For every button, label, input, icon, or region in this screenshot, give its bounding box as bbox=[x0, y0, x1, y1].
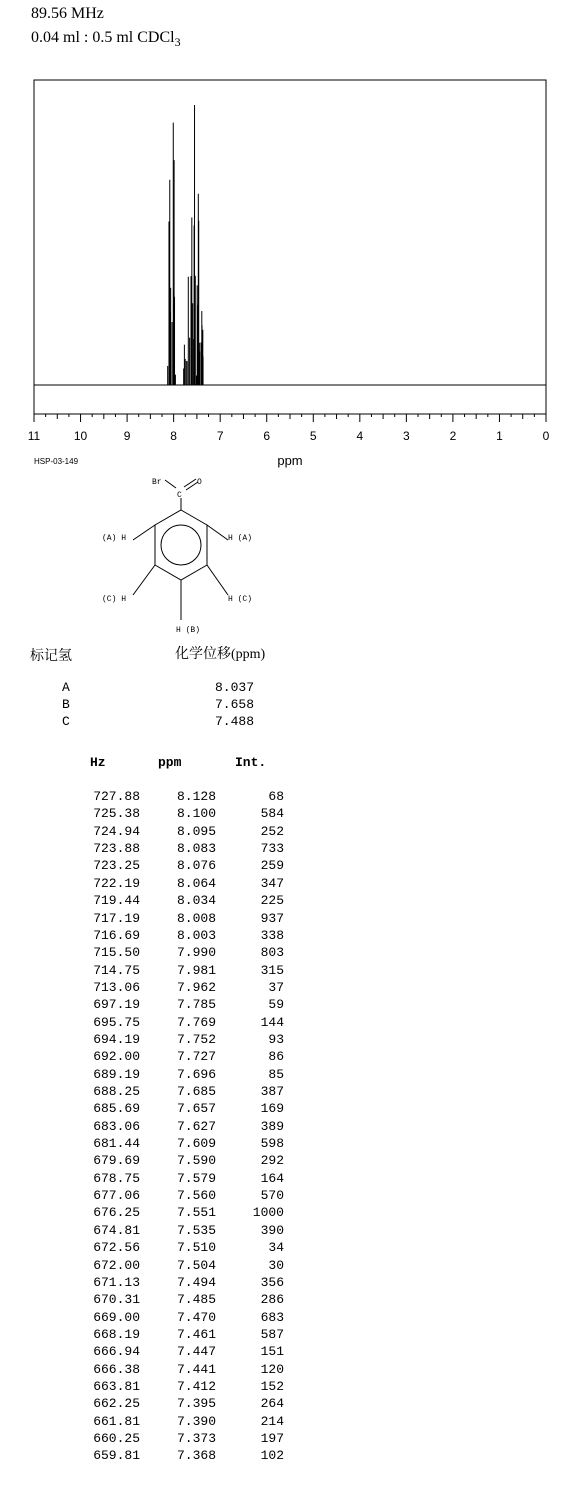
assignment-label: A bbox=[62, 680, 70, 695]
x-tick-label: 9 bbox=[123, 429, 131, 443]
int-cell: 570 bbox=[260, 1188, 284, 1203]
hz-cell: 662.25 bbox=[93, 1396, 140, 1412]
x-axis-label: ppm bbox=[277, 453, 303, 468]
ppm-cell: 7.579 bbox=[176, 1170, 216, 1186]
hz-cell: 695.75 bbox=[93, 1014, 140, 1030]
int-cell: 197 bbox=[260, 1431, 284, 1446]
hz-cell: 681.44 bbox=[93, 1136, 140, 1151]
int-cell: 151 bbox=[260, 1344, 284, 1360]
ppm-cell: 7.535 bbox=[176, 1222, 216, 1238]
int-cell: 584 bbox=[260, 806, 284, 822]
ppm-cell: 8.003 bbox=[176, 927, 216, 943]
hz-cell: 672.56 bbox=[93, 1240, 140, 1256]
int-cell: 34 bbox=[268, 1240, 284, 1256]
hz-cell: 692.00 bbox=[93, 1049, 140, 1065]
hz-cell: 694.19 bbox=[93, 1031, 140, 1047]
col-header-ppm: ppm bbox=[158, 755, 182, 770]
hz-cell: 717.19 bbox=[93, 910, 140, 926]
int-cell: 803 bbox=[260, 945, 284, 961]
hz-cell: 689.19 bbox=[93, 1066, 140, 1082]
int-cell: 390 bbox=[260, 1222, 284, 1238]
assignment-label: B bbox=[62, 697, 70, 712]
ppm-cell: 7.990 bbox=[176, 945, 216, 961]
hz-cell: 715.50 bbox=[93, 945, 140, 961]
bond-h-c-left bbox=[133, 565, 155, 595]
ppm-cell: 7.551 bbox=[176, 1205, 216, 1221]
x-tick-label: 1 bbox=[496, 429, 503, 443]
atom-br: Br bbox=[152, 478, 162, 487]
int-cell: 356 bbox=[260, 1274, 284, 1290]
hz-cell: 678.75 bbox=[93, 1170, 140, 1186]
int-cell: 68 bbox=[268, 789, 284, 804]
int-cell: 225 bbox=[260, 893, 284, 909]
ppm-cell: 7.609 bbox=[176, 1136, 216, 1151]
col-header-int: Int. bbox=[235, 755, 267, 770]
bond-c-br bbox=[165, 480, 176, 488]
int-cell: 683 bbox=[260, 1309, 284, 1325]
hz-cell: 713.06 bbox=[93, 979, 140, 995]
atom-h-a-left: (A) H bbox=[102, 534, 127, 543]
int-cell: 286 bbox=[260, 1292, 284, 1308]
hz-cell: 719.44 bbox=[93, 893, 140, 909]
hz-cell: 671.13 bbox=[93, 1274, 140, 1290]
int-cell: 164 bbox=[260, 1170, 284, 1186]
hz-cell: 723.25 bbox=[93, 858, 140, 874]
int-cell: 259 bbox=[260, 858, 284, 874]
assignment-shift: 7.658 bbox=[214, 697, 254, 712]
ppm-cell: 8.095 bbox=[176, 823, 216, 839]
assignment-shift: 7.488 bbox=[214, 714, 254, 729]
int-cell: 120 bbox=[260, 1361, 284, 1377]
int-cell: 587 bbox=[260, 1326, 284, 1342]
ppm-cell: 7.494 bbox=[176, 1274, 216, 1290]
aromatic-circle bbox=[161, 525, 201, 565]
hz-cell: 669.00 bbox=[93, 1309, 140, 1325]
hz-cell: 685.69 bbox=[93, 1101, 140, 1117]
hz-cell: 722.19 bbox=[93, 875, 140, 891]
int-cell: 214 bbox=[260, 1413, 284, 1429]
ppm-cell: 7.461 bbox=[176, 1326, 216, 1342]
int-cell: 252 bbox=[260, 823, 284, 839]
ppm-cell: 7.962 bbox=[176, 979, 216, 995]
int-cell: 315 bbox=[260, 962, 284, 978]
int-cell: 389 bbox=[260, 1118, 284, 1134]
int-cell: 152 bbox=[260, 1378, 284, 1394]
atom-h-a-right: H (A) bbox=[228, 534, 253, 543]
ppm-cell: 8.064 bbox=[176, 875, 216, 891]
hz-cell: 683.06 bbox=[93, 1118, 140, 1134]
hz-cell: 724.94 bbox=[93, 823, 140, 839]
ppm-cell: 7.373 bbox=[176, 1431, 216, 1446]
ppm-cell: 8.100 bbox=[176, 806, 216, 822]
int-cell: 102 bbox=[260, 1448, 284, 1464]
hz-cell: 716.69 bbox=[93, 927, 140, 943]
ppm-cell: 7.412 bbox=[176, 1378, 216, 1394]
int-cell: 169 bbox=[260, 1101, 284, 1117]
ppm-cell: 7.368 bbox=[176, 1448, 216, 1464]
bond-h-c-right bbox=[207, 565, 228, 595]
spectrometer-frequency: 89.56 MHz bbox=[31, 5, 104, 22]
ppm-cell: 7.441 bbox=[176, 1361, 216, 1377]
hz-cell: 666.94 bbox=[93, 1344, 140, 1360]
ppm-cell: 8.128 bbox=[176, 789, 216, 804]
x-tick-label: 6 bbox=[263, 429, 271, 443]
ppm-cell: 7.590 bbox=[176, 1153, 216, 1169]
hz-cell: 674.81 bbox=[93, 1222, 140, 1238]
x-tick-label: 3 bbox=[403, 429, 410, 443]
int-cell: 338 bbox=[260, 927, 284, 943]
hz-cell: 660.25 bbox=[93, 1431, 140, 1446]
assignment-header-shift: 化学位移(ppm) bbox=[175, 647, 266, 662]
hz-cell: 725.38 bbox=[93, 806, 140, 822]
ppm-cell: 7.504 bbox=[176, 1257, 216, 1273]
ppm-cell: 7.510 bbox=[176, 1240, 216, 1256]
x-tick-label: 8 bbox=[170, 429, 177, 443]
int-cell: 347 bbox=[260, 875, 284, 891]
ppm-cell: 7.696 bbox=[176, 1066, 216, 1082]
ppm-cell: 7.560 bbox=[176, 1188, 216, 1203]
ppm-cell: 7.627 bbox=[176, 1118, 216, 1134]
hz-cell: 679.69 bbox=[93, 1153, 140, 1169]
assignment-header-label: 标记氢 bbox=[30, 649, 72, 664]
bond-c-o-1 bbox=[184, 479, 196, 487]
col-header-hz: Hz bbox=[90, 755, 106, 770]
int-cell: 292 bbox=[260, 1153, 284, 1169]
int-cell: 86 bbox=[268, 1049, 284, 1065]
bond-h-a-right bbox=[207, 525, 228, 540]
x-tick-label: 2 bbox=[449, 429, 457, 443]
benzene-ring bbox=[155, 510, 207, 580]
ppm-cell: 7.657 bbox=[176, 1101, 216, 1117]
ppm-cell: 7.727 bbox=[176, 1049, 216, 1065]
assignment-shift: 8.037 bbox=[214, 680, 254, 695]
ppm-cell: 7.752 bbox=[176, 1031, 216, 1047]
x-tick-label: 5 bbox=[309, 429, 317, 443]
hz-cell: 677.06 bbox=[93, 1188, 140, 1203]
assignment-label: C bbox=[62, 714, 70, 729]
bond-h-a-left bbox=[133, 525, 155, 540]
ppm-cell: 8.076 bbox=[176, 858, 216, 874]
int-cell: 144 bbox=[260, 1014, 284, 1030]
ppm-cell: 7.485 bbox=[176, 1292, 216, 1308]
hz-cell: 668.19 bbox=[93, 1326, 140, 1342]
int-cell: 1000 bbox=[252, 1205, 284, 1221]
sample-main: 0.04 ml : 0.5 ml CDCl bbox=[31, 29, 175, 46]
ppm-cell: 7.395 bbox=[176, 1396, 216, 1412]
hz-cell: 663.81 bbox=[93, 1378, 140, 1394]
int-cell: 598 bbox=[260, 1136, 284, 1151]
molecule-structure bbox=[0, 0, 570, 640]
atom-h-c-right: H (C) bbox=[228, 595, 253, 604]
int-cell: 733 bbox=[260, 841, 284, 856]
x-tick-label: 0 bbox=[542, 429, 550, 443]
spectrum-code: HSP-03-149 bbox=[34, 457, 79, 466]
hz-cell: 659.81 bbox=[93, 1448, 140, 1464]
x-tick-label: 10 bbox=[73, 429, 88, 443]
sample-subscript: 3 bbox=[174, 35, 181, 50]
ppm-cell: 8.083 bbox=[176, 841, 216, 856]
ppm-cell: 7.470 bbox=[176, 1309, 216, 1325]
ppm-cell: 7.981 bbox=[176, 962, 216, 978]
hz-cell: 666.38 bbox=[93, 1361, 140, 1377]
int-cell: 937 bbox=[260, 910, 284, 926]
int-cell: 59 bbox=[268, 997, 284, 1013]
ppm-cell: 7.447 bbox=[176, 1344, 216, 1360]
int-cell: 264 bbox=[260, 1396, 284, 1412]
atom-h-b: H (B) bbox=[176, 626, 201, 635]
hz-cell: 723.88 bbox=[93, 841, 140, 856]
ppm-cell: 8.008 bbox=[176, 910, 216, 926]
atom-h-c-left: (C) H bbox=[102, 595, 127, 604]
atom-c: C bbox=[177, 491, 182, 500]
x-tick-label: 7 bbox=[216, 429, 224, 443]
int-cell: 30 bbox=[268, 1257, 284, 1273]
x-tick-label: 11 bbox=[27, 429, 41, 443]
hz-cell: 661.81 bbox=[93, 1413, 140, 1429]
int-cell: 93 bbox=[268, 1031, 284, 1047]
int-cell: 387 bbox=[260, 1084, 284, 1099]
hz-cell: 672.00 bbox=[93, 1257, 140, 1273]
hz-cell: 688.25 bbox=[93, 1084, 140, 1099]
ppm-cell: 7.785 bbox=[176, 997, 216, 1013]
int-cell: 85 bbox=[268, 1066, 284, 1082]
ppm-cell: 7.390 bbox=[176, 1413, 216, 1429]
hz-cell: 670.31 bbox=[93, 1292, 140, 1308]
ppm-cell: 8.034 bbox=[176, 893, 216, 909]
atom-o: O bbox=[197, 478, 202, 487]
x-tick-label: 4 bbox=[356, 429, 364, 443]
hz-cell: 727.88 bbox=[93, 789, 140, 804]
ppm-cell: 7.769 bbox=[176, 1014, 216, 1030]
int-cell: 37 bbox=[268, 979, 284, 995]
hz-cell: 676.25 bbox=[93, 1205, 140, 1221]
hz-cell: 697.19 bbox=[93, 997, 140, 1013]
ppm-cell: 7.685 bbox=[176, 1084, 216, 1099]
hz-cell: 714.75 bbox=[93, 962, 140, 978]
